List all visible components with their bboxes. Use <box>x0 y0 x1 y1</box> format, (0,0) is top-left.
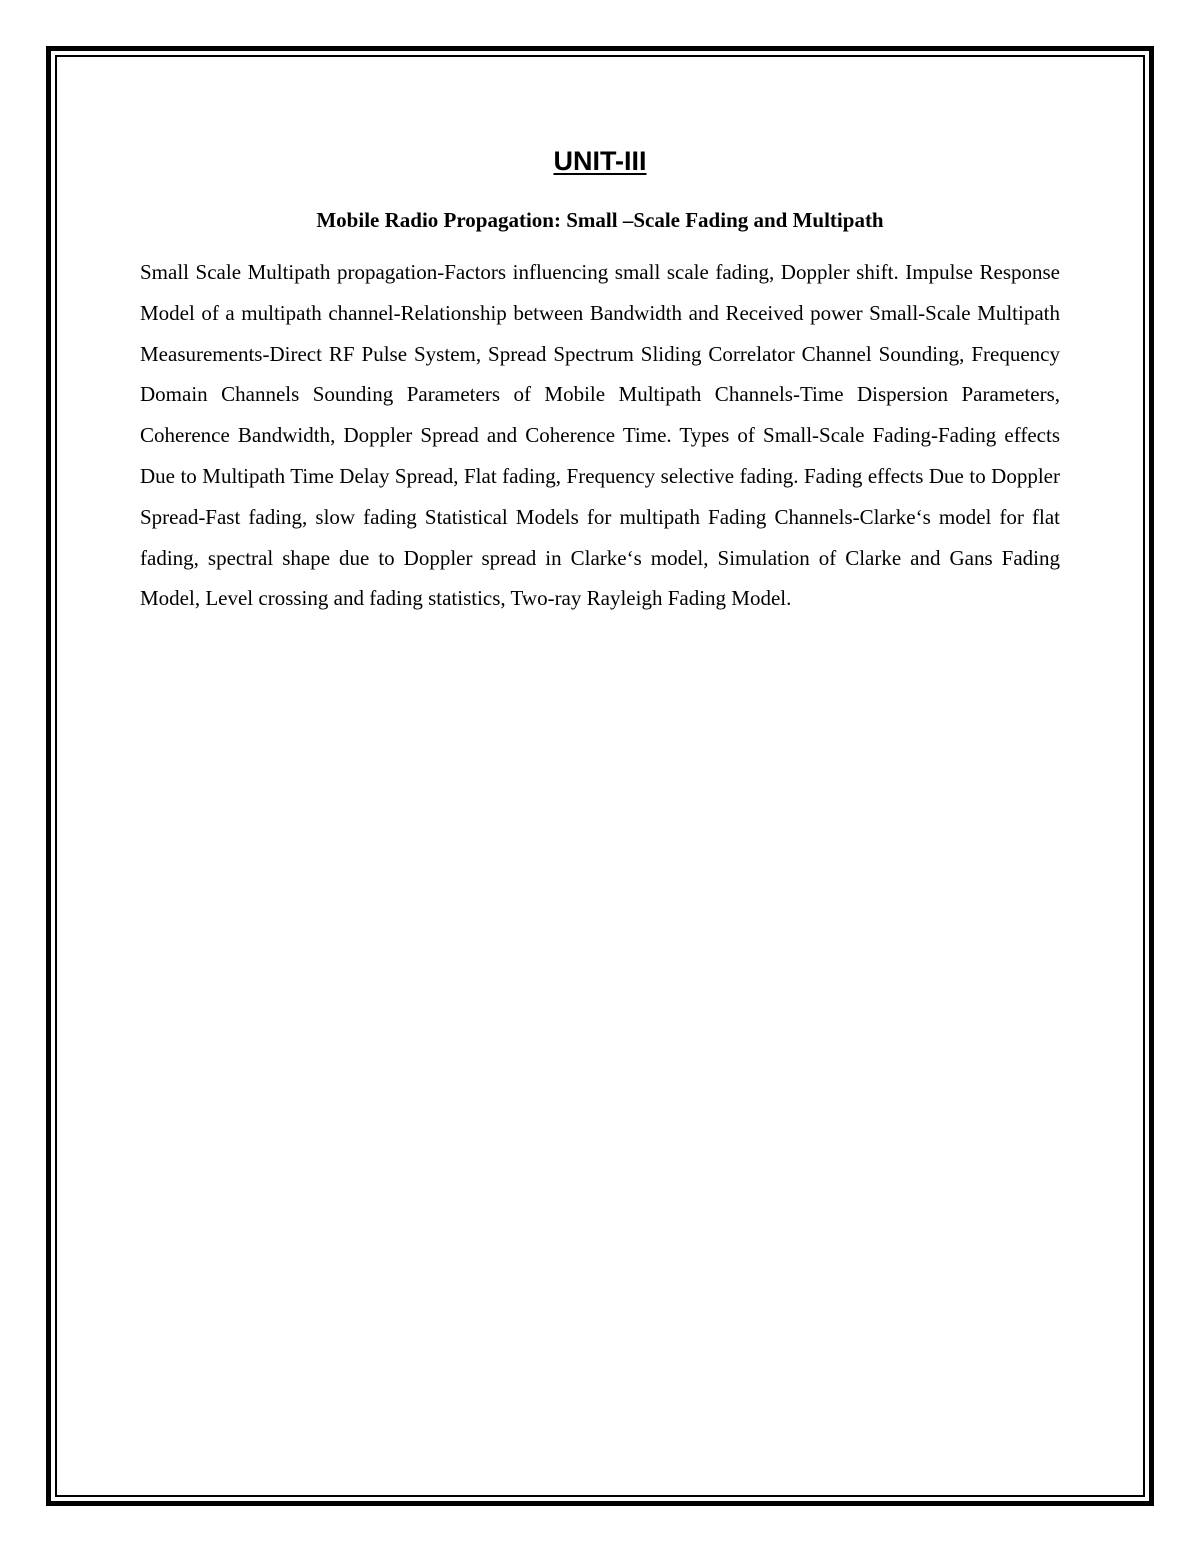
section-heading: Mobile Radio Propagation: Small –Scale Fading and Multipath <box>316 208 884 232</box>
unit-title: UNIT-III <box>553 146 647 176</box>
syllabus-body-text: Small Scale Multipath propagation-Factors influencing small scale fading, Doppler shift. Impulse Response Model of a multipath channel-Relationship between Bandwidth and Received power Small-Scale Multipath Measurements-Direct RF Pulse System, Spread Spectrum Sliding Correlator Channel Sounding, Frequency Domain Channels Sounding Parameters of Mobile Multipath Channels-Time Dispersion Parameters, Coherence Bandwidth, Doppler Spread and Coherence Time. Types of Small-Scale Fading-Fading effects Due to Multipath Time Delay Spread, Flat fading, Frequency selective fading. Fading effects Due to Doppler Spread-Fast fading, slow fading Statistical Models for multipath Fading Channels-Clarke‘s model for flat fading, spectral shape due to Doppler spread in Clarke‘s model, Simulation of Clarke and Gans Fading Model, Level crossing and fading statistics, Two-ray Rayleigh Fading Model. <box>140 260 1060 611</box>
